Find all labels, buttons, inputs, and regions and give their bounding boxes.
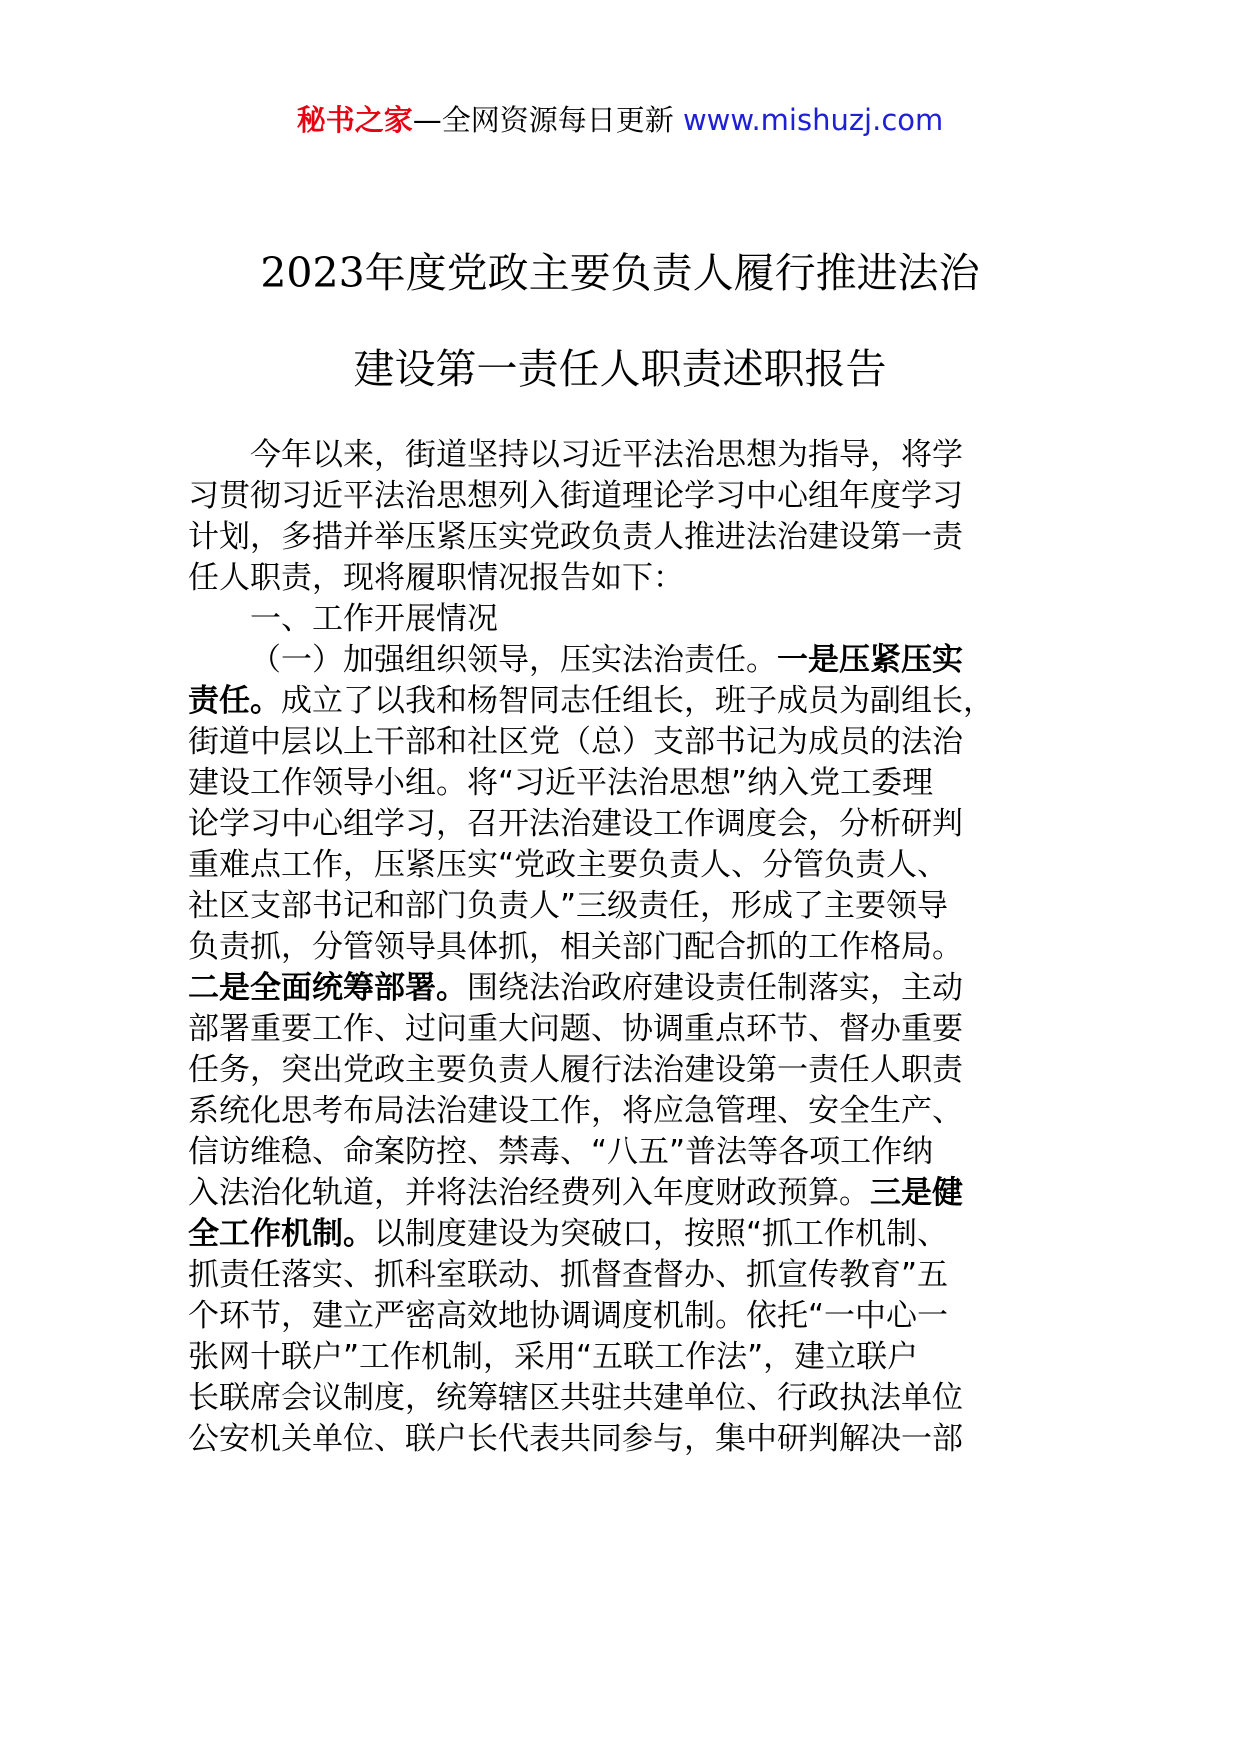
body-text-run: 负责抓，分管领导具体抓，相关部门配合抓的工作格局。: [188, 929, 963, 965]
body-line: [188, 517, 1058, 558]
body-text-run: 公安机关单位、联户长代表共同参与，集中研判解决一部: [188, 1421, 963, 1457]
body-line: [188, 1009, 1058, 1050]
bold-lead-phrase: 全工作机制。: [188, 1216, 374, 1252]
body-text-run: 论学习中心组学习，召开法治建设工作调度会，分析研判: [188, 806, 963, 842]
title-line-1: 2023年度党政主要负责人履行推进法治: [260, 249, 980, 297]
body-line: [188, 1091, 1058, 1132]
title-line-2: 建设第一责任人职责述职报告: [353, 345, 887, 393]
body-line: [188, 1173, 1058, 1214]
body-line: [188, 1378, 1058, 1419]
body-line: [188, 1337, 1058, 1378]
body-line: [188, 476, 1058, 517]
body-text-run: 张网十联户”工作机制，采用“五联工作法”，建立联户: [188, 1339, 919, 1375]
body-text-run: 习贯彻习近平法治思想列入街道理论学习中心组年度学习: [188, 478, 963, 514]
document-body: [188, 435, 1058, 1460]
body-line: [188, 763, 1058, 804]
body-line: [188, 640, 1058, 681]
body-line: [188, 1214, 1058, 1255]
body-line: [188, 1132, 1058, 1173]
body-text-run: 抓责任落实、抓科室联动、抓督查督办、抓宣传教育”五: [188, 1257, 949, 1293]
body-line: [188, 599, 1058, 640]
body-line: [188, 968, 1058, 1009]
body-text-run: 系统化思考布局法治建设工作，将应急管理、安全生产、: [188, 1093, 963, 1129]
body-text-run: 成立了以我和杨智同志任组长，班子成员为副组长，: [281, 683, 994, 719]
body-text-run: （一）加强组织领导，压实法治责任。: [250, 642, 777, 678]
body-text-run: 任人职责，现将履职情况报告如下：: [188, 560, 684, 596]
bold-lead-phrase: 二是全面统筹部署。: [188, 970, 467, 1006]
body-text-run: 信访维稳、命案防控、禁毒、“八五”普法等各项工作纳: [188, 1134, 934, 1170]
body-text-run: 社区支部书记和部门负责人”三级责任，形成了主要领导: [188, 888, 949, 924]
body-text-run: 街道中层以上干部和社区党（总）支部书记为成员的法治: [188, 724, 963, 760]
body-line: [188, 681, 1058, 722]
body-line: [188, 1255, 1058, 1296]
body-line: [188, 722, 1058, 763]
body-text-run: 部署重要工作、过问重大问题、协调重点环节、督办重要: [188, 1011, 963, 1047]
body-line: [188, 845, 1058, 886]
body-line: [188, 435, 1058, 476]
body-line: [188, 1296, 1058, 1337]
site-url-link[interactable]: www.mishuzj.com: [682, 103, 944, 137]
body-line: [188, 927, 1058, 968]
body-line: [188, 886, 1058, 927]
body-line: [188, 804, 1058, 845]
body-text-run: 个环节，建立严密高效地协调调度机制。依托“一中心一: [188, 1298, 949, 1334]
body-line: [188, 1050, 1058, 1091]
body-line: [188, 558, 1058, 599]
body-text-run: 长联席会议制度，统筹辖区共驻共建单位、行政执法单位: [188, 1380, 963, 1416]
site-tagline: —全网资源每日更新: [412, 103, 683, 137]
bold-lead-phrase: 责任。: [188, 683, 281, 719]
document-title: [0, 225, 1240, 417]
body-text-run: 计划，多措并举压紧压实党政负责人推进法治建设第一责: [188, 519, 963, 555]
body-text-run: 入法治化轨道，并将法治经费列入年度财政预算。: [188, 1175, 870, 1211]
body-text-run: 重难点工作，压紧压实“党政主要负责人、分管负责人、: [188, 847, 949, 883]
body-text-run: 围绕法治政府建设责任制落实，主动: [467, 970, 963, 1006]
site-brand: 秘书之家: [296, 103, 413, 137]
site-header: [0, 100, 1240, 140]
body-text-run: 今年以来，街道坚持以习近平法治思想为指导，将学: [250, 437, 963, 473]
bold-lead-phrase: 三是健: [870, 1175, 963, 1211]
body-line: [188, 1419, 1058, 1460]
body-text-run: 以制度建设为突破口，按照“抓工作机制、: [374, 1216, 949, 1252]
body-text-run: 一、工作开展情况: [250, 601, 498, 637]
body-text-run: 任务，突出党政主要负责人履行法治建设第一责任人职责: [188, 1052, 963, 1088]
bold-lead-phrase: 一是压紧压实: [777, 642, 963, 678]
body-text-run: 建设工作领导小组。将“习近平法治思想”纳入党工委理: [188, 765, 934, 801]
